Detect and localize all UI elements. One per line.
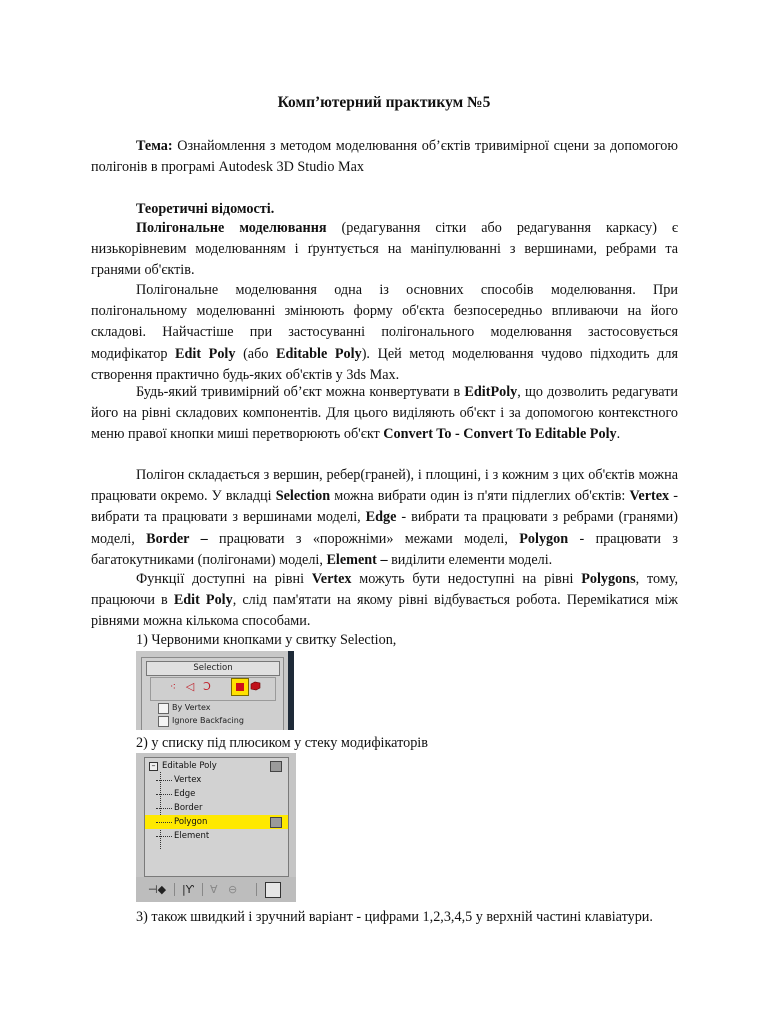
stack-item-edge[interactable]: Edge [145,787,288,801]
configure-modifier-sets-icon[interactable] [265,882,281,898]
make-unique-icon[interactable]: ∀ [210,883,218,896]
remove-modifier-icon[interactable]: ⊖ [228,883,238,896]
by-vertex-label: By Vertex [172,703,211,712]
topic-paragraph [91,136,678,178]
list-item-2: 2) у списку під плюсиком у стеку модифікаторів [136,735,428,751]
light-bulb-icon[interactable] [270,761,282,772]
pin-stack-icon[interactable]: ⊣◆ [148,883,167,896]
topic-label: Тема: [136,138,173,154]
paragraph-3: Будь-який тривимірний об’єкт можна конвертувати в EditPoly, що дозволить редагувати його на рівні складових компонентів. Для цього виділяють об'єкт і за допомогою контекстного меню правої кнопки миші перетворюють об'єкт Convert To - Convert To Editable Poly. [91,384,679,443]
viewport-edge [288,651,294,730]
topic-text: Ознайомлення з методом моделювання об’єктів тривимірної сцени за допомогою полігонів в програмі Autodesk 3D Studio Max [91,138,678,176]
paragraph-4: Полігон складається з вершин, ребер(граней), і площині, і з кожним з цих об'єктів можна працювати окремо. У вкладці Selection можна вибрати один із п'яти підлеглих об'єктів: Vertex - вибрати та працювати з вершинами моделі, Edge - вибрати та працювати з ребрами (гранями) моделі, Border – працювати з «порожніми» межами моделі, Polygon - працювати з багатокутниками (полігонами) моделі, Element – виділити елементи моделі. [91,467,679,568]
collapse-icon[interactable]: – [149,762,158,771]
ignore-backfacing-label: Ignore Backfacing [172,716,244,725]
vertex-icon[interactable]: ⁖ [169,680,177,693]
selection-rollout-header[interactable]: Selection [146,661,280,676]
polygon-icon[interactable] [231,678,249,696]
paragraph-2: Полігональне моделювання одна із основних способів моделювання. При полігональному моделюванні змінюють форму об'єкта безпосередньо впливаючи на його складові. Найчастіше при застосуванні полігонального моделювання застосовується модифікатор Edit Poly (або Editable Poly). Цей метод моделювання чудово підходить для створення практично будь-яких об'єктів у 3ds Max. [91,282,678,383]
stack-item-polygon[interactable]: Polygon [145,815,288,829]
stack-toolbar [136,877,296,902]
element-icon[interactable] [250,681,261,691]
paragraph-1: Полігональне моделювання (редагування сітки або редагування каркасу) є низькорівневим моделюванням і ґрунтується на маніпулюванні з вершинами, ребрами та гранями об'єктів. [91,220,678,279]
list-item-1: 1) Червоними кнопками у свитку Selection, [136,632,397,648]
page-title: Комп’ютерний практикум №5 [277,94,491,111]
border-icon[interactable]: Ɔ [203,680,211,693]
edge-icon[interactable]: ◁ [185,680,195,693]
stack-item-editable-poly[interactable]: – Editable Poly [145,759,288,773]
stack-item-vertex[interactable]: Vertex [145,773,288,787]
light-bulb-icon[interactable] [270,817,282,828]
selection-rollout-screenshot [136,651,294,730]
stack-item-border[interactable]: Border [145,801,288,815]
stack-item-element[interactable]: Element [145,829,288,843]
show-end-result-icon[interactable]: |Ƴ [182,883,194,896]
list-item-3: 3) також швидкий і зручний варіант - цифрами 1,2,3,4,5 у верхній частині клавіатури. [136,909,653,925]
ignore-backfacing-checkbox[interactable] [158,716,169,727]
modifier-stack-screenshot [136,753,296,902]
by-vertex-checkbox[interactable] [158,703,169,714]
paragraph-5: Функції доступні на рівні Vertex можуть бути недоступні на рівні Polygons, тому, працюючи в Edit Poly, слід пам'ятати на якому рівні відбувається робота. Переміkатися між рівнями можна кількома способами. [91,571,678,630]
modifier-stack-list [144,757,289,877]
theory-heading: Теоретичні відомості. [136,201,275,217]
